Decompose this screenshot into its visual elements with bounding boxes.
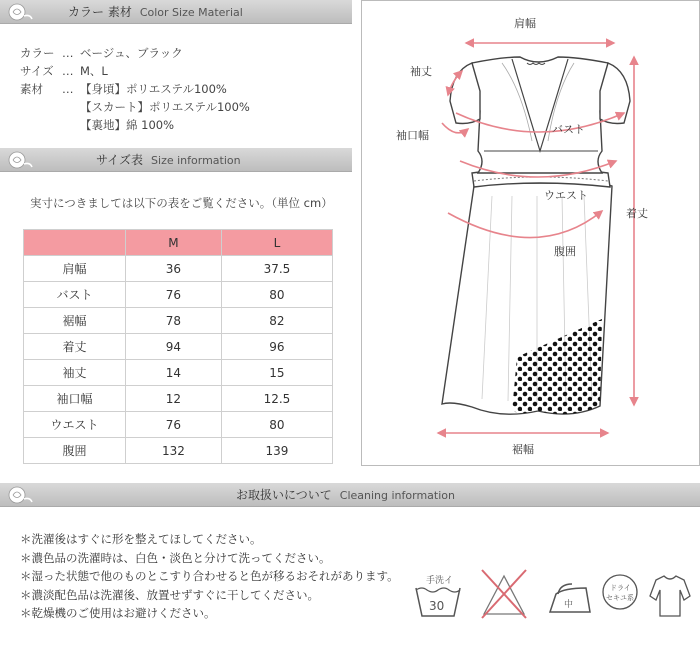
label-shoulder: 肩幅 xyxy=(514,17,536,30)
care-line: ＊濃色品の洗濯時は、白色・淡色と分けて洗ってください。 xyxy=(20,550,331,565)
size-note: 実寸につきましては以下の表をご覧ください。（単位 cm） xyxy=(30,196,333,210)
row-label: 裾幅 xyxy=(24,308,126,334)
care-line: ＊湿った状態で他のものとこすり合わせると色が移るおそれがあります。 xyxy=(20,569,399,583)
label-cuff: 袖口幅 xyxy=(396,129,429,142)
row-label: バスト xyxy=(24,282,126,308)
header-cell: L xyxy=(221,230,332,256)
table-row xyxy=(24,360,333,386)
size-value: 76 xyxy=(126,412,222,438)
rose-icon xyxy=(4,149,34,171)
size-value: 80 xyxy=(221,412,332,438)
size-value: 82 xyxy=(221,308,332,334)
size-value: 37.5 xyxy=(221,256,332,282)
size-value: 94 xyxy=(126,334,222,360)
care-line: ＊濃淡配色品は洗濯後、放置せずすぐに干してください。 xyxy=(20,587,319,602)
dress-diagram xyxy=(361,0,700,466)
table-row xyxy=(24,412,333,438)
dress-bodice xyxy=(472,57,608,173)
svg-text:セキユ系: セキユ系 xyxy=(606,594,634,602)
row-label: 腹囲 xyxy=(24,438,126,464)
table-row xyxy=(24,386,333,412)
label-hem: 裾幅 xyxy=(512,443,534,456)
size-value: 76 xyxy=(126,282,222,308)
size-value: 80 xyxy=(221,282,332,308)
size-value: 12.5 xyxy=(221,386,332,412)
dry-clean-icon xyxy=(603,575,637,609)
rose-icon xyxy=(4,484,34,506)
svg-text:ドライ: ドライ xyxy=(610,584,631,592)
row-label: 袖口幅 xyxy=(24,386,126,412)
section-title: カラー 素材 Color Size Material xyxy=(68,5,243,19)
size-table xyxy=(23,229,333,464)
label-waist: ウエスト xyxy=(544,189,588,202)
row-label: 着丈 xyxy=(24,334,126,360)
spec-row-color: カラー … ベージュ、ブラック xyxy=(20,46,183,60)
section-title: お取扱いについて Cleaning information xyxy=(236,488,455,502)
row-label: ウエスト xyxy=(24,412,126,438)
table-row xyxy=(24,282,333,308)
rose-icon xyxy=(4,1,34,23)
care-icons xyxy=(414,566,694,620)
row-label: 肩幅 xyxy=(24,256,126,282)
label-sleeve: 袖丈 xyxy=(410,65,432,78)
cuff-arrow xyxy=(442,123,468,133)
svg-text:30: 30 xyxy=(429,599,445,613)
size-value: 36 xyxy=(126,256,222,282)
size-value: 132 xyxy=(126,438,222,464)
size-value: 96 xyxy=(221,334,332,360)
table-row xyxy=(24,256,333,282)
svg-text:手洗イ: 手洗イ xyxy=(426,576,454,586)
label-bust: バスト xyxy=(552,123,585,136)
table-row xyxy=(24,334,333,360)
size-value: 14 xyxy=(126,360,222,386)
section-header-size xyxy=(0,148,352,172)
table-header-row xyxy=(24,230,333,256)
hand-wash-icon xyxy=(416,574,460,616)
section-header-cleaning xyxy=(0,483,700,507)
header-cell xyxy=(24,230,126,256)
no-bleach-icon xyxy=(482,570,526,618)
label-abdomen: 腹囲 xyxy=(554,245,576,258)
size-value: 12 xyxy=(126,386,222,412)
size-value: 139 xyxy=(221,438,332,464)
shirt-dry-icon xyxy=(650,576,690,616)
row-label: 袖丈 xyxy=(24,360,126,386)
size-value: 78 xyxy=(126,308,222,334)
spec-row-material: 素材 … 【身頃】ポリエステル100% xyxy=(20,82,227,96)
spec-row-material-lining: 【裏地】綿 100% xyxy=(80,118,175,132)
section-title: サイズ表 Size information xyxy=(96,153,241,167)
table-row xyxy=(24,308,333,334)
care-line: ＊乾燥機のご使用はお避けください。 xyxy=(20,606,216,620)
header-cell: M xyxy=(126,230,222,256)
iron-icon xyxy=(550,584,590,612)
section-header-color-material xyxy=(0,0,352,24)
table-row xyxy=(24,438,333,464)
svg-text:中: 中 xyxy=(564,600,574,610)
care-line: ＊洗濯後はすぐに形を整えてほしてください。 xyxy=(20,532,262,546)
label-length: 着丈 xyxy=(626,207,648,220)
care-instructions xyxy=(20,530,399,623)
spec-row-size: サイズ … M、L xyxy=(20,64,108,78)
spec-list xyxy=(20,44,250,134)
spec-row-material-skirt: 【スカート】ポリエステル100% xyxy=(80,100,250,114)
size-value: 15 xyxy=(221,360,332,386)
